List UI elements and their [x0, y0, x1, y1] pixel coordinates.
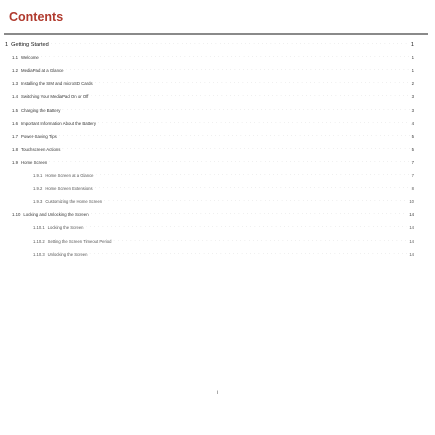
toc-entry-page: 14 — [409, 238, 414, 244]
dot-leader — [51, 40, 409, 46]
page-number-footer: i — [216, 390, 219, 396]
toc-entry[interactable] — [12, 79, 414, 86]
toc-entry[interactable] — [33, 171, 414, 178]
toc-entry-page: 14 — [409, 212, 414, 218]
toc-entry-label — [5, 42, 49, 48]
toc-entry[interactable] — [12, 210, 414, 217]
toc-entry[interactable] — [12, 158, 414, 165]
toc-entry-number: 1.10.1 — [33, 225, 45, 231]
dot-leader — [91, 210, 408, 215]
toc-entry[interactable] — [12, 119, 414, 126]
dot-leader — [104, 197, 407, 202]
toc-entry-title: Welcome — [20, 55, 39, 61]
toc-entry-title: Customizing the Home Screen — [45, 199, 103, 205]
toc-entry[interactable] — [33, 250, 414, 257]
toc-entry-title: Home Screen — [20, 159, 48, 165]
toc-entry-number: 1.1 — [12, 55, 18, 61]
toc-entry-number: 1.10 — [12, 212, 21, 218]
toc-entry[interactable] — [12, 53, 414, 60]
toc-entry-page: 1 — [410, 42, 414, 48]
toc-entry-page: 5 — [411, 146, 414, 152]
toc-entry[interactable] — [33, 197, 414, 204]
dot-leader — [59, 132, 410, 137]
toc-entry-title: Important Information About the Battery — [20, 120, 96, 126]
toc-entry-number: 1.2 — [12, 68, 18, 74]
dot-leader — [49, 158, 409, 163]
toc-heading: Contents — [9, 10, 64, 24]
toc-entry[interactable] — [33, 237, 414, 244]
toc-entry-title: Home Screen Extensions — [45, 186, 93, 192]
toc-entry-label — [12, 55, 39, 60]
dot-leader — [41, 53, 410, 58]
dot-leader — [113, 237, 407, 242]
toc-entry-label — [12, 147, 60, 152]
dot-leader — [95, 79, 410, 84]
toc-entry-label — [12, 81, 93, 86]
toc-entry-page: 14 — [409, 251, 414, 257]
toc-entry-number: 1.3 — [12, 81, 18, 87]
toc-entry-number: 1.8 — [12, 146, 18, 152]
toc-entry-page: 3 — [411, 107, 414, 113]
toc-entry-number: 1.9.2 — [33, 186, 43, 192]
toc-entry-label — [12, 68, 64, 73]
toc-entry-page: 2 — [411, 81, 414, 87]
toc-entry-title: Charging the Battery — [20, 107, 61, 113]
toc-entry-number: 1.9.3 — [33, 199, 43, 205]
toc-entry-number: 1 — [5, 42, 9, 48]
toc-entry-number: 1.4 — [12, 94, 18, 100]
toc-entry-title: Unlocking the Screen — [47, 251, 88, 257]
dot-leader — [96, 171, 410, 176]
toc-entry[interactable] — [33, 223, 414, 230]
toc-entry[interactable] — [33, 184, 414, 191]
toc-entry-page: 4 — [411, 120, 414, 126]
toc-entry-title: MediaPad at a Glance — [20, 68, 64, 74]
toc-entry-title: Power-Saving Tips — [20, 133, 57, 139]
toc-entry[interactable] — [5, 40, 414, 48]
toc-entry-page: 14 — [409, 225, 414, 231]
toc-entry-title: Locking the Screen — [47, 225, 84, 231]
toc-entry-title: Installing the SIM and microSD Cards — [20, 81, 93, 87]
dot-leader — [62, 145, 409, 150]
toc-entry-page: 8 — [411, 186, 414, 192]
toc-entry-label — [33, 199, 102, 204]
toc-entry-title: Locking and Unlocking the Screen — [23, 212, 89, 218]
toc-entry-label — [33, 239, 111, 244]
dot-leader — [86, 223, 408, 228]
toc-entry-number: 1.9.1 — [33, 173, 43, 178]
dot-leader — [91, 92, 410, 97]
toc-entry-label — [33, 252, 87, 257]
dot-leader — [95, 184, 410, 189]
toc-entry-page: 3 — [411, 94, 414, 100]
toc-entry-number: 1.7 — [12, 133, 18, 139]
toc-entry-page: 10 — [409, 199, 414, 205]
toc-entry-label — [33, 173, 94, 178]
toc-entry-title: Getting Started — [11, 42, 49, 48]
toc-entry-label — [12, 134, 57, 139]
toc-entry-label — [12, 94, 89, 99]
toc-entry[interactable] — [12, 145, 414, 152]
toc-entry-page: 1 — [411, 55, 414, 61]
toc-entry-number: 1.10.3 — [33, 251, 45, 257]
toc-entry-label — [33, 186, 93, 191]
dot-leader — [62, 106, 409, 111]
toc-entry-number: 1.5 — [12, 107, 18, 113]
toc-entry[interactable] — [12, 132, 414, 139]
toc-entry[interactable] — [12, 106, 414, 113]
toc-entry-label — [33, 225, 84, 230]
toc-entry-title: Touchscreen Actions — [20, 146, 61, 152]
toc-entry-title: Setting the Screen Timeout Period — [47, 238, 112, 244]
toc-entry-page: 1 — [411, 68, 414, 74]
toc-entry-page: 5 — [411, 133, 414, 139]
toc-entry[interactable] — [12, 92, 414, 99]
toc-entry-label — [12, 212, 89, 217]
toc-entry-number: 1.6 — [12, 120, 18, 126]
heading-divider — [4, 33, 428, 35]
toc-entry-page: 7 — [411, 173, 414, 178]
toc-entry-title: Switching Your MediaPad On or Off — [20, 94, 89, 100]
toc-entry-label — [12, 160, 47, 165]
toc-entry-page: 7 — [411, 159, 414, 165]
toc-entry-number: 1.9 — [12, 159, 18, 165]
toc-entry-label — [12, 121, 96, 126]
toc-entry-title: Home Screen at a Glance — [45, 173, 94, 178]
dot-leader — [98, 119, 410, 124]
dot-leader — [66, 66, 410, 71]
toc-entry[interactable] — [12, 66, 414, 73]
toc-entry-label — [12, 108, 60, 113]
dot-leader — [89, 250, 407, 255]
toc-entry-number: 1.10.2 — [33, 238, 45, 244]
